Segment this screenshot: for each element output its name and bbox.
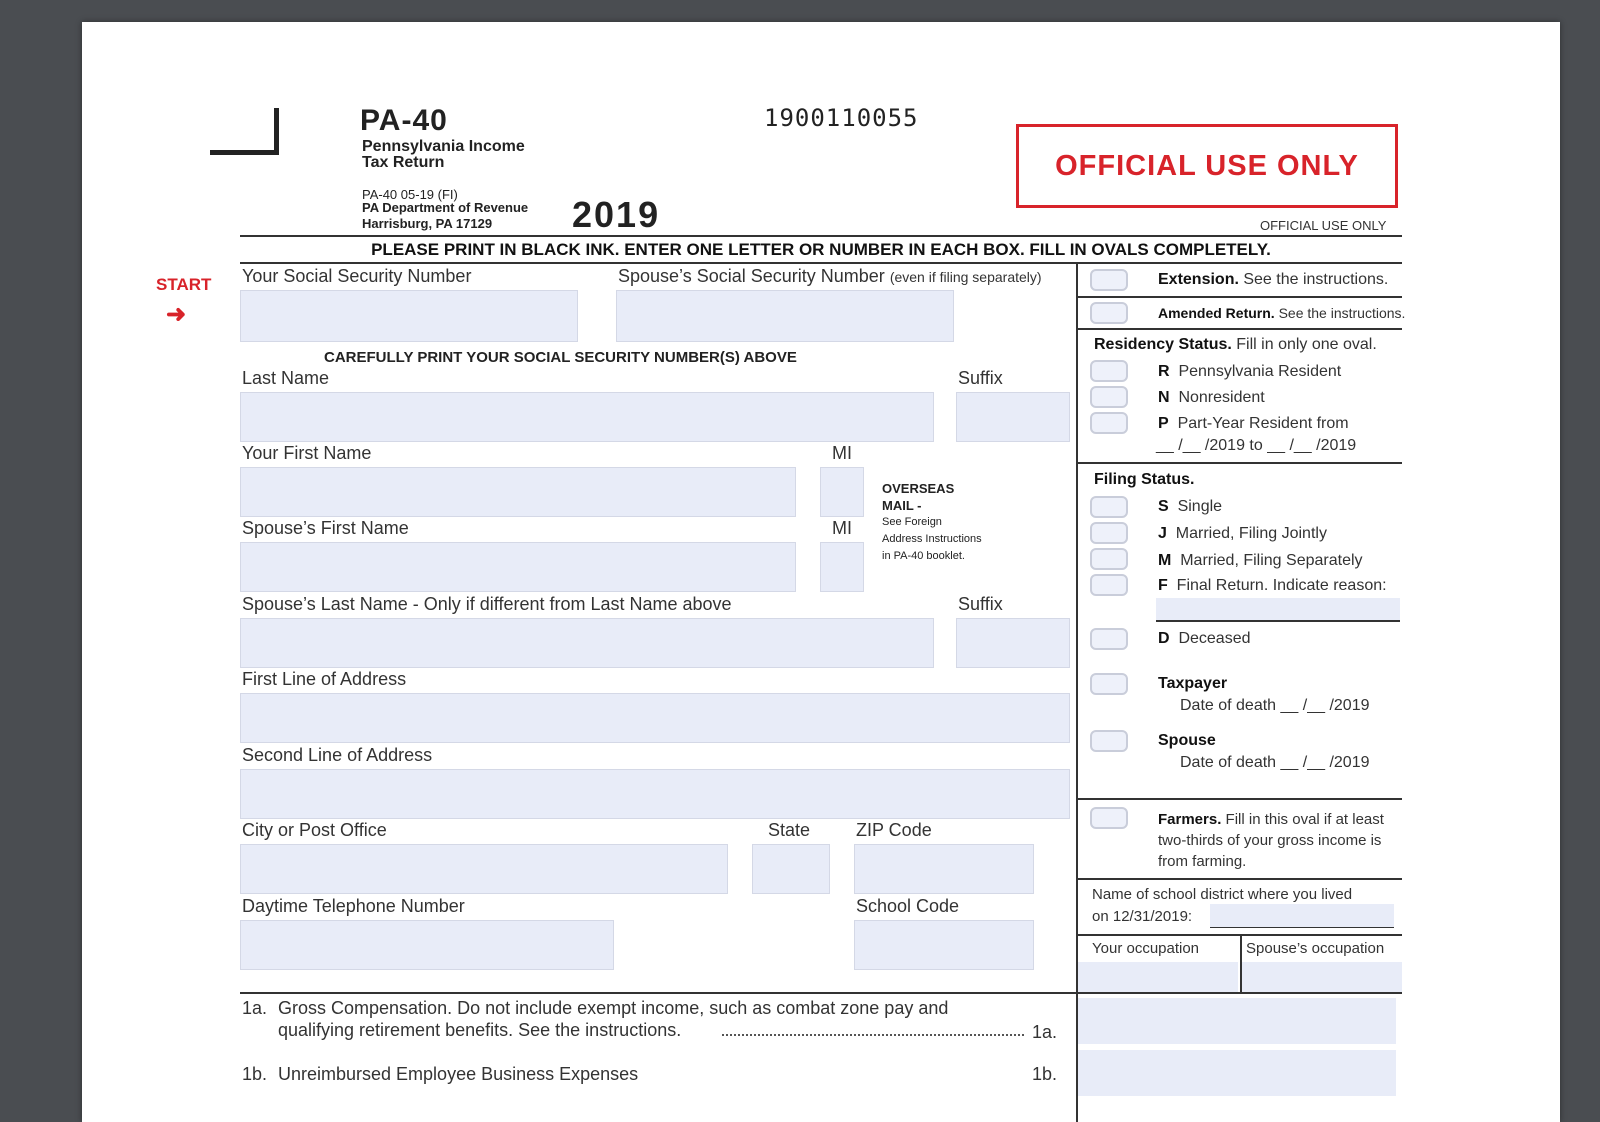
residency-desc: Fill in only one oval. (1236, 336, 1377, 353)
spouse-suffix-input[interactable] (956, 618, 1070, 668)
rule-ext (1078, 296, 1402, 298)
filing-m-desc: Married, Filing Separately (1180, 552, 1363, 569)
taxpayer-bold: Taxpayer (1158, 675, 1228, 692)
spouse-last-name-input[interactable] (240, 618, 934, 668)
school-code-input[interactable] (854, 920, 1034, 970)
school-district-label-1: Name of school district where you lived (1092, 886, 1353, 903)
residency-r-text (1158, 363, 1341, 381)
filing-f-oval[interactable] (1090, 574, 1128, 596)
overseas-line-2: Address Instructions (882, 533, 982, 545)
amended-text (1158, 305, 1405, 321)
overseas-line-3: in PA-40 booklet. (882, 550, 965, 562)
spouse-deceased-oval[interactable] (1090, 730, 1128, 752)
first-name-input[interactable] (240, 467, 796, 517)
filing-j-desc: Married, Filing Jointly (1175, 525, 1327, 542)
zip-input[interactable] (854, 844, 1034, 894)
farmers-line-1 (1158, 809, 1384, 830)
filing-s-code: S (1158, 498, 1169, 515)
spouse-first-name-label: Spouse’s First Name (242, 518, 409, 538)
form-title-2: Tax Return (362, 154, 445, 171)
residency-n-text (1158, 389, 1265, 407)
rule-farmers (1078, 878, 1402, 880)
farmers-bold: Farmers. (1158, 811, 1222, 828)
residency-p-text (1158, 415, 1349, 433)
last-name-input[interactable] (240, 392, 934, 442)
official-use-box (1016, 124, 1398, 208)
last-name-label: Last Name (242, 368, 330, 388)
taxpayer-label (1158, 675, 1227, 693)
form-code: PA-40 (360, 104, 448, 137)
farmers-desc-2: two-thirds of your gross income is (1158, 832, 1382, 849)
rule-under-instructions (240, 262, 1402, 264)
line-1a-ref: 1a. (1032, 1022, 1058, 1042)
spouse-mi-label: MI (832, 518, 852, 538)
filing-f-code: F (1158, 577, 1168, 594)
residency-n-code: N (1158, 389, 1170, 406)
start-arrow-icon: ➜ (166, 301, 187, 328)
filing-j-oval[interactable] (1090, 522, 1128, 544)
ssn-note: CAREFULLY PRINT YOUR SOCIAL SECURITY NUMBER(S) ABOVE (324, 349, 797, 366)
line-1b-number: 1b. (242, 1064, 268, 1084)
overseas-line-1: See Foreign (882, 516, 942, 528)
barcode-number: 1900110055 (764, 104, 919, 132)
spouse-suffix-label: Suffix (958, 594, 1003, 614)
spouse-dod[interactable]: Date of death __ /__ /2019 (1180, 754, 1370, 771)
line-1a-text-2: qualifying retirement benefits. See the instructions. (278, 1020, 682, 1040)
farmers-text (1158, 809, 1384, 872)
rule-filing (1078, 798, 1402, 800)
official-use-text: OFFICIAL USE ONLY (1055, 149, 1359, 182)
residency-p-desc: Part-Year Resident from (1177, 415, 1349, 432)
spouse-ssn-label (618, 266, 1042, 287)
phone-input[interactable] (240, 920, 614, 970)
residency-r-oval[interactable] (1090, 360, 1128, 382)
farmers-desc-3: from farming. (1158, 853, 1247, 870)
filing-s-desc: Single (1177, 498, 1223, 515)
filing-s-text (1158, 498, 1222, 516)
residency-n-desc: Nonresident (1178, 389, 1265, 406)
residency-heading (1094, 336, 1377, 354)
taxpayer-dod[interactable]: Date of death __ /__ /2019 (1180, 697, 1370, 714)
your-ssn-input[interactable] (240, 290, 578, 342)
filing-d-text (1158, 630, 1251, 648)
department-address: Harrisburg, PA 17129 (362, 216, 493, 231)
residency-r-desc: Pennsylvania Resident (1178, 363, 1342, 380)
taxpayer-oval[interactable] (1090, 673, 1128, 695)
state-input[interactable] (752, 844, 830, 894)
address1-input[interactable] (240, 693, 1070, 743)
address2-input[interactable] (240, 769, 1070, 819)
form-title-1: Pennsylvania Income (362, 138, 525, 155)
filing-m-text (1158, 552, 1363, 570)
line-1a-input[interactable] (1078, 998, 1396, 1044)
your-occupation-input[interactable] (1078, 962, 1238, 992)
rule-amended (1078, 328, 1402, 330)
farmers-desc-1: Fill in this oval if at least (1225, 811, 1384, 828)
line-1b-ref: 1b. (1032, 1064, 1058, 1084)
residency-dates[interactable]: __ /__ /2019 to __ /__ /2019 (1156, 437, 1357, 454)
print-instructions: PLEASE PRINT IN BLACK INK. ENTER ONE LETTER OR NUMBER IN EACH BOX. FILL IN OVALS COMPLETELY. (371, 240, 1271, 259)
state-label: State (768, 820, 811, 840)
zip-label: ZIP Code (856, 820, 932, 840)
school-district-input[interactable] (1210, 904, 1394, 928)
school-code-label: School Code (856, 896, 960, 916)
filing-heading (1094, 471, 1194, 489)
mi-label: MI (832, 443, 852, 463)
first-name-label: Your First Name (242, 443, 372, 463)
spouse-deceased-bold: Spouse (1158, 732, 1216, 749)
residency-p-oval[interactable] (1090, 412, 1128, 434)
rule-bottom (240, 992, 1402, 994)
address1-label: First Line of Address (242, 669, 407, 689)
amended-desc: See the instructions. (1278, 305, 1406, 321)
spouse-mi-input[interactable] (820, 542, 864, 592)
line-1a-leader (722, 1034, 1024, 1036)
city-input[interactable] (240, 844, 728, 894)
amended-oval[interactable] (1090, 302, 1128, 324)
filing-d-desc: Deceased (1178, 630, 1251, 647)
extension-bold: Extension. (1158, 271, 1239, 288)
final-reason-input[interactable] (1156, 598, 1400, 622)
overseas-mail-note (882, 480, 982, 565)
filing-d-oval[interactable] (1090, 628, 1128, 650)
line-1a-number: 1a. (242, 998, 268, 1018)
rule-residency (1078, 462, 1402, 464)
department: PA Department of Revenue (362, 200, 529, 215)
tax-year: 2019 (572, 194, 661, 235)
extension-oval[interactable] (1090, 269, 1128, 291)
filing-f-text (1158, 577, 1387, 595)
school-district-label-2: on 12/31/2019: (1092, 908, 1193, 925)
residency-bold: Residency Status. (1094, 336, 1232, 353)
spouse-ssn-note: (even if filing separately) (889, 269, 1042, 285)
spouse-occupation-input[interactable] (1242, 962, 1402, 992)
residency-n-oval[interactable] (1090, 386, 1128, 408)
extension-desc: See the instructions. (1243, 271, 1389, 288)
spouse-first-name-input[interactable] (240, 542, 796, 592)
filing-bold: Filing Status. (1094, 471, 1195, 488)
start-label: START (156, 275, 212, 294)
filing-d-code: D (1158, 630, 1170, 647)
filing-m-oval[interactable] (1090, 548, 1128, 570)
line-1b-text: Unreimbursed Employee Business Expenses (278, 1064, 639, 1084)
extension-text (1158, 271, 1388, 289)
residency-p-code: P (1158, 415, 1169, 432)
form-page (82, 22, 1560, 1122)
city-label: City or Post Office (242, 820, 387, 840)
spouse-occupation-label: Spouse’s occupation (1246, 940, 1385, 957)
suffix-label: Suffix (958, 368, 1003, 388)
address2-label: Second Line of Address (242, 745, 433, 765)
phone-label: Daytime Telephone Number (242, 896, 465, 916)
filing-j-code: J (1158, 525, 1167, 542)
your-occupation-label: Your occupation (1092, 940, 1200, 957)
filing-f-desc: Final Return. Indicate reason: (1176, 577, 1387, 594)
spouse-ssn-label-text: Spouse’s Social Security Number (618, 266, 885, 286)
crop-mark (210, 108, 279, 155)
overseas-title-2: MAIL - (882, 498, 922, 513)
spouse-deceased-label (1158, 732, 1216, 750)
farmers-oval[interactable] (1090, 807, 1128, 829)
amended-bold: Amended Return. (1158, 305, 1275, 321)
filing-j-text (1158, 525, 1327, 543)
line-1b-input[interactable] (1078, 1050, 1396, 1096)
mi-input[interactable] (820, 467, 864, 517)
official-use-small: OFFICIAL USE ONLY (1260, 218, 1387, 233)
spouse-last-name-label: Spouse’s Last Name - Only if different from Last Name above (242, 594, 732, 614)
line-1a-text-1: Gross Compensation. Do not include exempt income, such as combat zone pay and (278, 998, 949, 1018)
residency-r-code: R (1158, 363, 1170, 380)
spouse-ssn-input[interactable] (616, 290, 954, 342)
your-ssn-label: Your Social Security Number (242, 266, 472, 286)
filing-s-oval[interactable] (1090, 496, 1128, 518)
overseas-title-1: OVERSEAS (882, 481, 955, 496)
suffix-input[interactable] (956, 392, 1070, 442)
form-revision: PA-40 05-19 (FI) (362, 187, 458, 202)
filing-m-code: M (1158, 552, 1172, 569)
rule-top (240, 235, 1402, 237)
